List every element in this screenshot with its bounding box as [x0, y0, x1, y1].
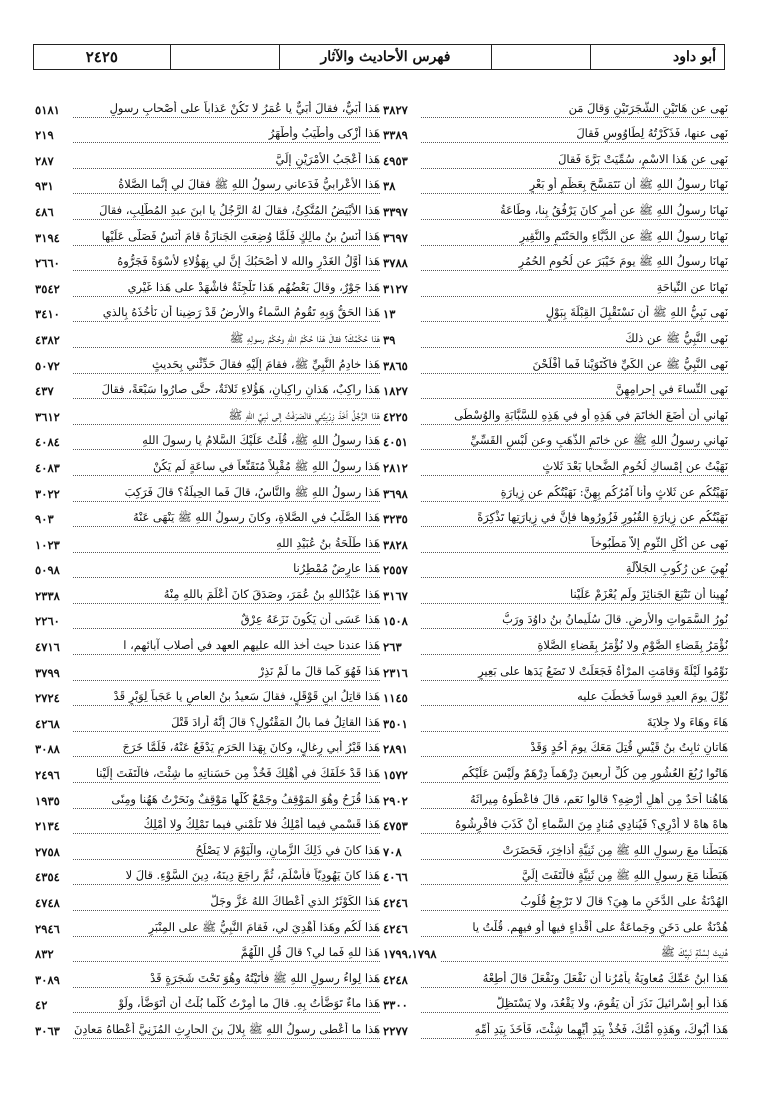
index-entry	[383, 885, 728, 911]
entry-text: نُوِّلَ يومَ العيدِ قوساً فَخطَبَ عليه	[421, 689, 728, 706]
entry-text: هَذا قَسْمي فيما أمْلِكُ فلا تَلُمْني فيما تَمْلِكُ ولا أمْلِكُ	[73, 817, 380, 834]
index-entry	[383, 655, 728, 681]
index-entry	[35, 322, 380, 348]
hadith-number: ٤٢	[35, 998, 48, 1013]
entry-text: هَذا عَسَى أن يَكُونَ نَزَعَهُ عِرْقٌ	[73, 612, 380, 629]
hadith-number: ١٥٧٢	[383, 768, 408, 783]
index-entry	[35, 604, 380, 630]
hadith-number: ٣٨٢٨	[383, 537, 408, 552]
entry-text: هَذا للهِ فَما لي؟ قالَ قُلِ اللَّهُمَّ	[73, 945, 380, 962]
index-entry	[383, 194, 728, 220]
hadith-number: ٤٢٤٦	[383, 921, 408, 936]
index-entry	[35, 271, 380, 297]
hadith-number: ١٩٣٥	[35, 793, 60, 808]
entry-text: هَذا قَدْ خَلَفَكَ في أهْلِكَ فَخُذْ مِن حَسَناتِهِ ما شِئْتَ، فالْتَفَتَ إلَيْنا	[73, 766, 380, 783]
right-column	[383, 92, 728, 1039]
index-entry	[35, 348, 380, 374]
entry-text: هَذا الكَوْثَرُ الذي أعْطاكَ اللهُ عَزَّ وجَلَّ	[73, 894, 380, 911]
index-entry	[35, 681, 380, 707]
hadith-number: ٧٠٨	[383, 844, 402, 859]
hadith-number: ٤٣٨٢	[35, 332, 60, 347]
entry-text: نَهانَا عن النِّياحَةِ	[421, 280, 728, 297]
entry-text: هَذا الحَقُّ وَبِهِ تَقُومُ السَّماءُ والأرضُ قَدْ رَضِينا أن نَأخُذَهُ بِالذي	[73, 305, 380, 322]
index-entry	[383, 527, 728, 553]
index-entry	[35, 527, 380, 553]
index-entry	[383, 757, 728, 783]
entry-text: نُهِيَ عن رُكُوبِ الجَلاَّلَةِ	[421, 561, 728, 578]
page-header	[33, 44, 725, 70]
hadith-number: ٤٠٨٤	[35, 435, 60, 450]
hadith-number: ٤٢٤٨	[383, 972, 408, 987]
entry-text: نَهى عن هَذا الاسْمِ، سُمِّيَتْ بَرَّةَ فَقالَ	[421, 152, 728, 169]
index-entry	[383, 169, 728, 195]
hadith-number: ٤٩٥٣	[383, 153, 408, 168]
entry-text: هَاءَ وهَاءَ ولا جِلايَةَ	[421, 715, 728, 732]
hadith-number: ٣٢٣٥	[383, 512, 408, 527]
entry-text: نُهِينا أن نَتْبَعَ الجَنائِزَ ولَم يُعْزَمْ عَلَيْنا	[421, 587, 728, 604]
section-title: فهرس الأحاديث والآثار	[279, 45, 490, 69]
entry-text: هَاهُنا أحَدٌ مِن أهلِ أرْضِهِ؟ قالوا نَعَم، قالَ فاعْطُوهُ مِيراثَهُ	[421, 792, 728, 809]
hadith-number: ١٥٠٨	[383, 614, 408, 629]
entry-text: هَبَطْنا معَ رسولِ اللهِ ﷺ مِن ثَنِيَّةِ أذاخِرَ، فَحَضَرَتْ	[421, 843, 728, 860]
entry-text: هَذا لِواءُ رسولِ اللهِ ﷺ فأتَيْتُهُ وهُوَ تَحْتَ شَجَرَةٍ قَدْ	[73, 971, 380, 988]
hadith-number: ٩٣١	[35, 179, 54, 194]
hadith-number: ٤٢٦٨	[35, 716, 60, 731]
index-entry	[35, 169, 380, 195]
entry-text: هَذا الرَّجُلُ أخَذَ زِرْبِيَّتي فانْصَرَفْتُ إلى نَبِيِّ اللهِ ﷺ	[73, 408, 380, 425]
hadith-number: ٣٧٨٨	[383, 256, 408, 271]
hadith-number: ٩٠٣	[35, 512, 54, 527]
entry-text: هَذا أزْكى وأطْيَبُ وأطْهَرُ	[73, 126, 380, 143]
hadith-number: ٣١٦٧	[383, 588, 408, 603]
entry-text: هُدْنَةٌ على دَخَنٍ وجَماعَةٌ على أقْذاءٍ فيها أو فيهِم. قُلْتُ يا	[421, 920, 728, 937]
entry-text: هَذا عندنا حيث أخذ الله عليهم العهد في أصلاب آبائهم، ا	[73, 638, 380, 655]
hadith-number: ٣٤١٠	[35, 307, 60, 322]
index-entry	[35, 374, 380, 400]
entry-text: هَذا ما أعْطى رسولُ اللهِ ﷺ بِلالَ بنَ الحارِثِ المُزَنِيَّ أعْطاهُ مَعادِنَ	[73, 1022, 380, 1039]
entry-text: نَهَيْتُكُم عن زِيارَةِ القُبُورِ فَزُورُوها فإنَّ في زِيارَتِها تَذْكِرَةً	[421, 510, 728, 527]
hadith-number: ٥٠٧٢	[35, 358, 60, 373]
entry-text: هاهْ هاهْ لا أدْرِي؟ فَيُنادِي مُنادٍ مِنَ السَّماءِ أنْ كَذَبَ فافْرِشُوهُ	[421, 817, 728, 834]
entry-text: هَذا الأبْيَضُ المُتَّكِئُ، فقالَ لهُ الرَّجُلُ يا ابنَ عبدِ المُطَّلِبِ، فقالَ	[73, 203, 380, 220]
hadith-number: ٥٠٩٨	[35, 563, 60, 578]
index-entry	[383, 988, 728, 1014]
entry-text: هَذا طَلْحَةُ بنُ عُبَيْدِ اللهِ	[73, 536, 380, 553]
index-entry	[35, 937, 380, 963]
index-entry	[35, 809, 380, 835]
entry-text: نَهَيْتُكُم عن ثَلاثٍ وأنا آمُرُكُم بِهِنَّ: نَهَيْتُكُم عن زِيارَةِ	[421, 485, 728, 502]
hadith-number: ٣١٢٧	[383, 281, 408, 296]
entry-text: هَذا قاتِلُ ابنِ قَوْقَلٍ، فقالَ سَعيدُ بنُ العاصِ يا عَجَباً لِوَبْرٍ قَدْ	[73, 689, 380, 706]
hadith-number: ٣٠٢٢	[35, 486, 60, 501]
index-entry	[383, 220, 728, 246]
entry-text: نَهانَا رسولُ اللهِ ﷺ يومَ خَيْبَرَ عن لُحُومِ الحُمُرِ	[421, 254, 728, 271]
hadith-number: ٢٥٥٧	[383, 563, 408, 578]
index-entry	[383, 629, 728, 655]
hadith-number: ٤٨٦	[35, 204, 54, 219]
hadith-number: ٤٧٤٨	[35, 896, 60, 910]
entry-text: هَذا الأعْرابيُّ فَدَعاني رسولُ اللهِ ﷺ فقالَ لي إنَّما الصَّلاةُ	[73, 177, 380, 194]
index-entry	[383, 118, 728, 144]
hadith-number: ٢٢٦٠	[35, 614, 60, 629]
hadith-number: ٤٠٦٦	[383, 870, 408, 885]
index-entry	[35, 450, 380, 476]
entry-text: هُدِيتَ لِسُنَّةِ نَبِيِّكَ ﷺ	[441, 945, 728, 962]
hadith-number: ٨٣٢	[35, 947, 54, 962]
hadith-number: ٤٢٢٥	[383, 409, 408, 424]
entry-text: هَذا خادِمُ النَّبِيِّ ﷺ، فقامَ إلَيْهِ فقالَ حَدِّثْني بِحَديثٍ	[73, 357, 380, 374]
entry-text: هَذا أعْجَبُ الأمْرَيْنِ إلَيَّ	[73, 152, 380, 169]
entry-text: نَهَيْتُ عن إمْساكِ لُحُومِ الضَّحايا بَعْدَ ثَلاثٍ	[421, 459, 728, 476]
index-entry	[383, 271, 728, 297]
entry-text: هَذا القاتِلُ فما بالُ المَقْتُولِ؟ قالَ إنَّهُ أرادَ قَتْلَ	[73, 715, 380, 732]
index-entry	[35, 732, 380, 758]
index-entry	[383, 399, 728, 425]
entry-text: هَذا عارِضٌ مُمْطِرُنا	[73, 561, 380, 578]
index-entry	[35, 92, 380, 118]
entry-text: هَاتانِ ثابِتُ بنُ قَيْسٍ قُتِلَ مَعَكَ يومَ أُحُدٍ وَقَدْ	[421, 740, 728, 757]
index-entry	[383, 297, 728, 323]
entry-text: هَذا فَهُوَ كَما قالَ ما لَمْ نَذِرْ	[73, 664, 380, 681]
hadith-number: ٣٣٩٧	[383, 204, 408, 219]
book-author: أبو داود	[590, 45, 724, 69]
index-entry	[35, 1013, 380, 1039]
hadith-number: ٣٥٤٢	[35, 281, 60, 296]
entry-text: الهُدْنَةُ على الدَّخَنِ ما هِيَ؟ قالَ لا تَرْجِعُ قُلُوبُ	[421, 894, 728, 911]
index-entry	[383, 476, 728, 502]
index-entry	[383, 937, 728, 963]
hadith-number: ٣٧٩٩	[35, 665, 60, 680]
index-entry	[383, 911, 728, 937]
index-entry	[35, 220, 380, 246]
hadith-number: ٤٢٤٦	[383, 896, 408, 910]
index-entry	[35, 988, 380, 1014]
index-entry	[35, 425, 380, 451]
index-entry	[383, 604, 728, 630]
entry-text: هَذا رسولُ اللهِ ﷺ والنَّاسُ، قالَ فَما الحِيلَةُ؟ قالَ فَرَكِبَ	[73, 485, 380, 502]
hadith-number: ٢٣٣٨	[35, 588, 60, 603]
entry-text: هَذا رسولُ اللهِ ﷺ مُقْبِلاً مُتَقَنِّعاً في ساعَةٍ لَم يَكُنْ	[73, 459, 380, 476]
entry-text: هَذا الصَّلْبُ في الصَّلاةِ، وكانَ رسولُ اللهِ ﷺ يَنْهَى عَنْهُ	[73, 510, 380, 527]
entry-text: نَهانَا رسولُ اللهِ ﷺ أن نَتَمَسَّحَ بِعَظْمٍ أو بَعْرٍ	[421, 177, 728, 194]
index-entry	[383, 322, 728, 348]
hadith-number: ٢١٣٤	[35, 819, 60, 834]
index-entry	[35, 706, 380, 732]
hadith-number: ٣٦٩٧	[383, 230, 408, 245]
index-entry	[35, 118, 380, 144]
hadith-number: ٤٣٥٤	[35, 870, 60, 885]
entry-text: نَهانَا رسولُ اللهِ ﷺ عن الدُّبَّاءِ والحَنْتَمِ والنَّقِيرِ	[421, 229, 728, 246]
hadith-number: ٣٣٨٩	[383, 128, 408, 143]
hadith-number: ٤٣٧	[35, 384, 54, 399]
hadith-number: ٢٧٥٨	[35, 844, 60, 859]
entry-text: هَذا كانَ في ذَلِكَ الزَّمانِ، والْيَوْمَ لا يَصْلُحُ	[73, 843, 380, 860]
hadith-number: ٣١٩٤	[35, 230, 60, 245]
hadith-number: ٢٨١٢	[383, 460, 408, 475]
index-entry	[383, 553, 728, 579]
index-entry	[383, 809, 728, 835]
entry-text: نَهى عنها، فَذَكَرْتُهُ لِطَاوُوسٍ فَقالَ	[421, 126, 728, 143]
index-entry	[383, 92, 728, 118]
hadith-number: ١٣	[383, 307, 396, 322]
index-entry	[383, 783, 728, 809]
index-entry	[35, 962, 380, 988]
entry-text: هَذا لَكُم وهَذا أُهْدِيَ لي، فَقامَ النَّبِيُّ ﷺ على المِنْبَرِ	[73, 920, 380, 937]
page-number: ٢٤٢٥	[85, 48, 118, 66]
hadith-number: ٣٦٩٨	[383, 486, 408, 501]
index-entry	[35, 194, 380, 220]
index-entry	[35, 399, 380, 425]
hadith-number: ٣٠٨٨	[35, 742, 60, 757]
index-entry	[383, 962, 728, 988]
hadith-number: ٢٨٩١	[383, 742, 408, 757]
hadith-number: ٣٠٦٣	[35, 1023, 60, 1038]
hadith-number: ٢٦٦٠	[35, 256, 60, 271]
index-entry	[383, 834, 728, 860]
index-entry	[35, 553, 380, 579]
index-entry	[383, 1013, 728, 1039]
entry-text: نَهى عن أكْلِ الثُّومِ إلاَّ مَطْبُوخاً	[421, 536, 728, 553]
hadith-number: ٣٣٠٠	[383, 998, 408, 1013]
entry-text: نَوِّمُوا لَيْلَةً وَقامَتِ المرْأَةُ فَجَعَلَتْ لا تَضَعُ يَدَها على بَعِيرٍ	[421, 664, 728, 681]
entry-text: نَهى عن هَاتَيْنِ الشَّجَرَتَيْنِ وَقالَ مَن	[421, 101, 728, 118]
entry-text: هَذا ابنُ عَمِّكَ مُعاويَةُ يأمُرُنا أن نَفْعَلَ ونَفْعَلَ قالَ أطِعْهُ	[421, 971, 728, 988]
hadith-number: ٣٩	[383, 332, 396, 347]
entry-text: هَذا أُبَيٌّ، فقالَ أُبَيٌّ يا عُمَرُ لا تَكُنْ عَذاباً على أصْحابِ رسولِ	[73, 101, 380, 118]
hadith-number: ١١٤٥	[383, 691, 408, 706]
entry-text: هَذا ماءٌ تَوَضَّأْتُ بِهِ. قالَ ما أُمِرْتُ كُلَّما بُلْتُ أن أتَوَضَّأَ، ولَوْ	[73, 996, 380, 1013]
hadith-number: ٣٨٦٥	[383, 358, 408, 373]
left-column	[35, 92, 380, 1039]
hadith-number: ٢٩٤٦	[35, 921, 60, 936]
index-entry	[383, 425, 728, 451]
entry-text: نَهى نَبِيُّ اللهِ ﷺ أن نَسْتَقْبِلَ القِبْلَةَ بِبَوْلٍ	[421, 305, 728, 322]
index-entry	[383, 732, 728, 758]
entry-text: هَذا جَوْرٌ، وقالَ بَعْضُهُم هَذا تَلْجِئَةٌ فاشْهَدْ على هَذا غَيْري	[73, 280, 380, 297]
entry-text: هَبَطْنا مَعَ رسولِ اللهِ ﷺ مِن ثَنِيَّةٍ فالْتَفَتَ إلَيَّ	[421, 868, 728, 885]
entry-text: نُورُ السَّمَواتِ والأرضِ. قالَ سُلَيمانُ بنُ داوُدَ ورَبُّ	[421, 612, 728, 629]
hadith-number: ٣٨	[383, 179, 396, 194]
hadith-number: ٥١٨١	[35, 102, 60, 117]
hadith-number: ٢٢٧٧	[383, 1023, 408, 1038]
entry-text: نَهاني أن أضَعَ الخاتَمَ في هَذِهِ أو في هَذِهِ للسَّبَّابَةِ والوُسْطَى	[421, 408, 728, 425]
hadith-number: ٢٣١٦	[383, 665, 408, 680]
index-entry	[35, 757, 380, 783]
hadith-number: ٤٧٥٣	[383, 819, 408, 834]
header-spacer	[491, 45, 591, 69]
index-entry	[35, 885, 380, 911]
entry-text: هَاتُوا رُبُعَ العُشُورِ مِن كُلِّ أربعينَ دِرْهَماً دِرْهَمٌ ولَيْسَ عَلَيْكُم	[421, 766, 728, 783]
hadith-number: ٢٨٧	[35, 153, 54, 168]
index-entry	[35, 297, 380, 323]
entry-text: هَذا قُزَحُ وهُوَ المَوْقِفُ وجَمْعٌ كُلُّها مَوْقِفٌ ونَحَرْتُ هَهُنا ومِنًى	[73, 792, 380, 809]
index-entry	[383, 860, 728, 886]
index-entry	[383, 348, 728, 374]
entry-text: هَذا عَبْدُاللهِ بنُ عُمَرَ، وصَدَقَ كانَ أعْلَمَ باللهِ مِنْهُ	[73, 587, 380, 604]
entry-text: هَذا راكِبٌ، هَذانِ راكِبانِ، هَؤُلاءِ ثَلاثَةٌ، حتَّى صارُوا سَبْعَةً، فقالَ	[73, 382, 380, 399]
index-entry	[35, 578, 380, 604]
hadith-number: ٢٦٣	[383, 640, 402, 655]
hadith-number: ٤٠٥١	[383, 435, 408, 450]
hadith-number: ١٧٩٩،١٧٩٨	[383, 947, 437, 962]
hadith-number: ٢١٩	[35, 128, 54, 143]
hadith-number: ٢٧٢٤	[35, 691, 60, 706]
index-entry	[35, 629, 380, 655]
entry-text: هَذا كانَ يَهُودِيّاً فأَسْلَمَ، ثُمَّ راجَعَ دِينَهُ، دِينَ السَّوْءِ. قالَ لا	[73, 868, 380, 885]
hadith-number: ٣٦١٢	[35, 409, 60, 424]
entry-text: نَهى النَّبِيُّ ﷺ عن ذلكَ	[421, 331, 728, 348]
hadith-number: ٢٤٩٦	[35, 768, 60, 783]
index-entry	[35, 860, 380, 886]
entry-text: هَذا قَبْرُ أبي رِغالٍ، وكانَ بِهَذا الحَرَمِ يَدْفَعُ عَنْهُ، فَلَمَّا خَرَجَ	[73, 740, 380, 757]
hadith-number: ١٨٢٧	[383, 384, 408, 399]
index-entry	[35, 246, 380, 272]
index-entry	[35, 783, 380, 809]
index-entry	[383, 374, 728, 400]
entry-text: هَذا أوَّلُ الغَدْرِ والله لا أصْحَبُكَ إنَّ لي بِهَؤُلاءِ لأُسْوَةً فَجَرُّوهُ	[73, 254, 380, 271]
index-entry	[383, 578, 728, 604]
index-entry	[35, 911, 380, 937]
entry-text: نَهى النَّبِيُّ ﷺ عن الكَيِّ فاكْتَوَيْنا فَما أَفْلَحْنَ	[421, 357, 728, 374]
entry-text: هَذا رسولُ اللهِ ﷺ، قُلْتُ عَلَيْكَ السَّلامُ يا رسولَ اللهِ	[73, 433, 380, 450]
entry-text: هَذا أبو إسْرائيلَ نَذَرَ أن يَقُومَ، ولا يَقْعُدَ، ولا يَسْتَظِلَّ	[421, 996, 728, 1013]
index-entry	[383, 246, 728, 272]
header-spacer	[170, 45, 280, 69]
index-entry	[383, 450, 728, 476]
index-entry	[35, 655, 380, 681]
entry-text: نَهاني رسولُ اللهِ ﷺ عن خاتَمِ الذَّهَبِ وعن لُبْسِ القَسِّيِّ	[421, 433, 728, 450]
hadith-number: ١٠٢٣	[35, 537, 60, 552]
hadith-number: ٣٠٨٩	[35, 972, 60, 987]
hadith-number: ٤٧١٦	[35, 640, 60, 655]
hadith-number: ٣٥٠١	[383, 716, 408, 731]
entry-text: هَذا أبُوكَ، وهَذِهِ أُمُّكَ، فَخُذْ بِيَدِ أيِّهِما شِئْتَ، فَأخَذَ بِيَدِ أُمِّهِ	[421, 1022, 728, 1039]
hadith-number: ٤٠٨٣	[35, 460, 60, 475]
index-entry	[383, 706, 728, 732]
entry-text: نُؤْمَرُ بِقَضاءِ الصَّوْمِ ولا نُؤْمَرُ بِقَضاءِ الصَّلاةِ	[421, 638, 728, 655]
entry-text: نَهانَا رسولُ اللهِ ﷺ عن أمرٍ كانَ يَرْفُقُ بِنا، وطَاعَةُ	[421, 203, 728, 220]
index-entry	[383, 681, 728, 707]
index-entry	[35, 834, 380, 860]
entry-text: هَذا حُكْمُكَ؟ فقالَ هَذا حُكْمُ اللهِ وحُكْمُ رسولِهِ ﷺ	[73, 331, 380, 348]
hadith-number: ٢٩٠٢	[383, 793, 408, 808]
index-entry	[35, 476, 380, 502]
entry-text: هَذا أنَسُ بنُ مالِكٍ فَلَمَّا وُضِعَتِ الجَنازَةُ قامَ أنَسٌ فَصَلَّى عَلَيْها	[73, 229, 380, 246]
hadith-number: ٣٨٢٧	[383, 102, 408, 117]
index-entry	[35, 143, 380, 169]
index-entry	[383, 143, 728, 169]
entry-text: نَهى النِّساءَ في إحرامِهِنَّ	[421, 382, 728, 399]
index-entry	[35, 502, 380, 528]
index-entry	[383, 502, 728, 528]
